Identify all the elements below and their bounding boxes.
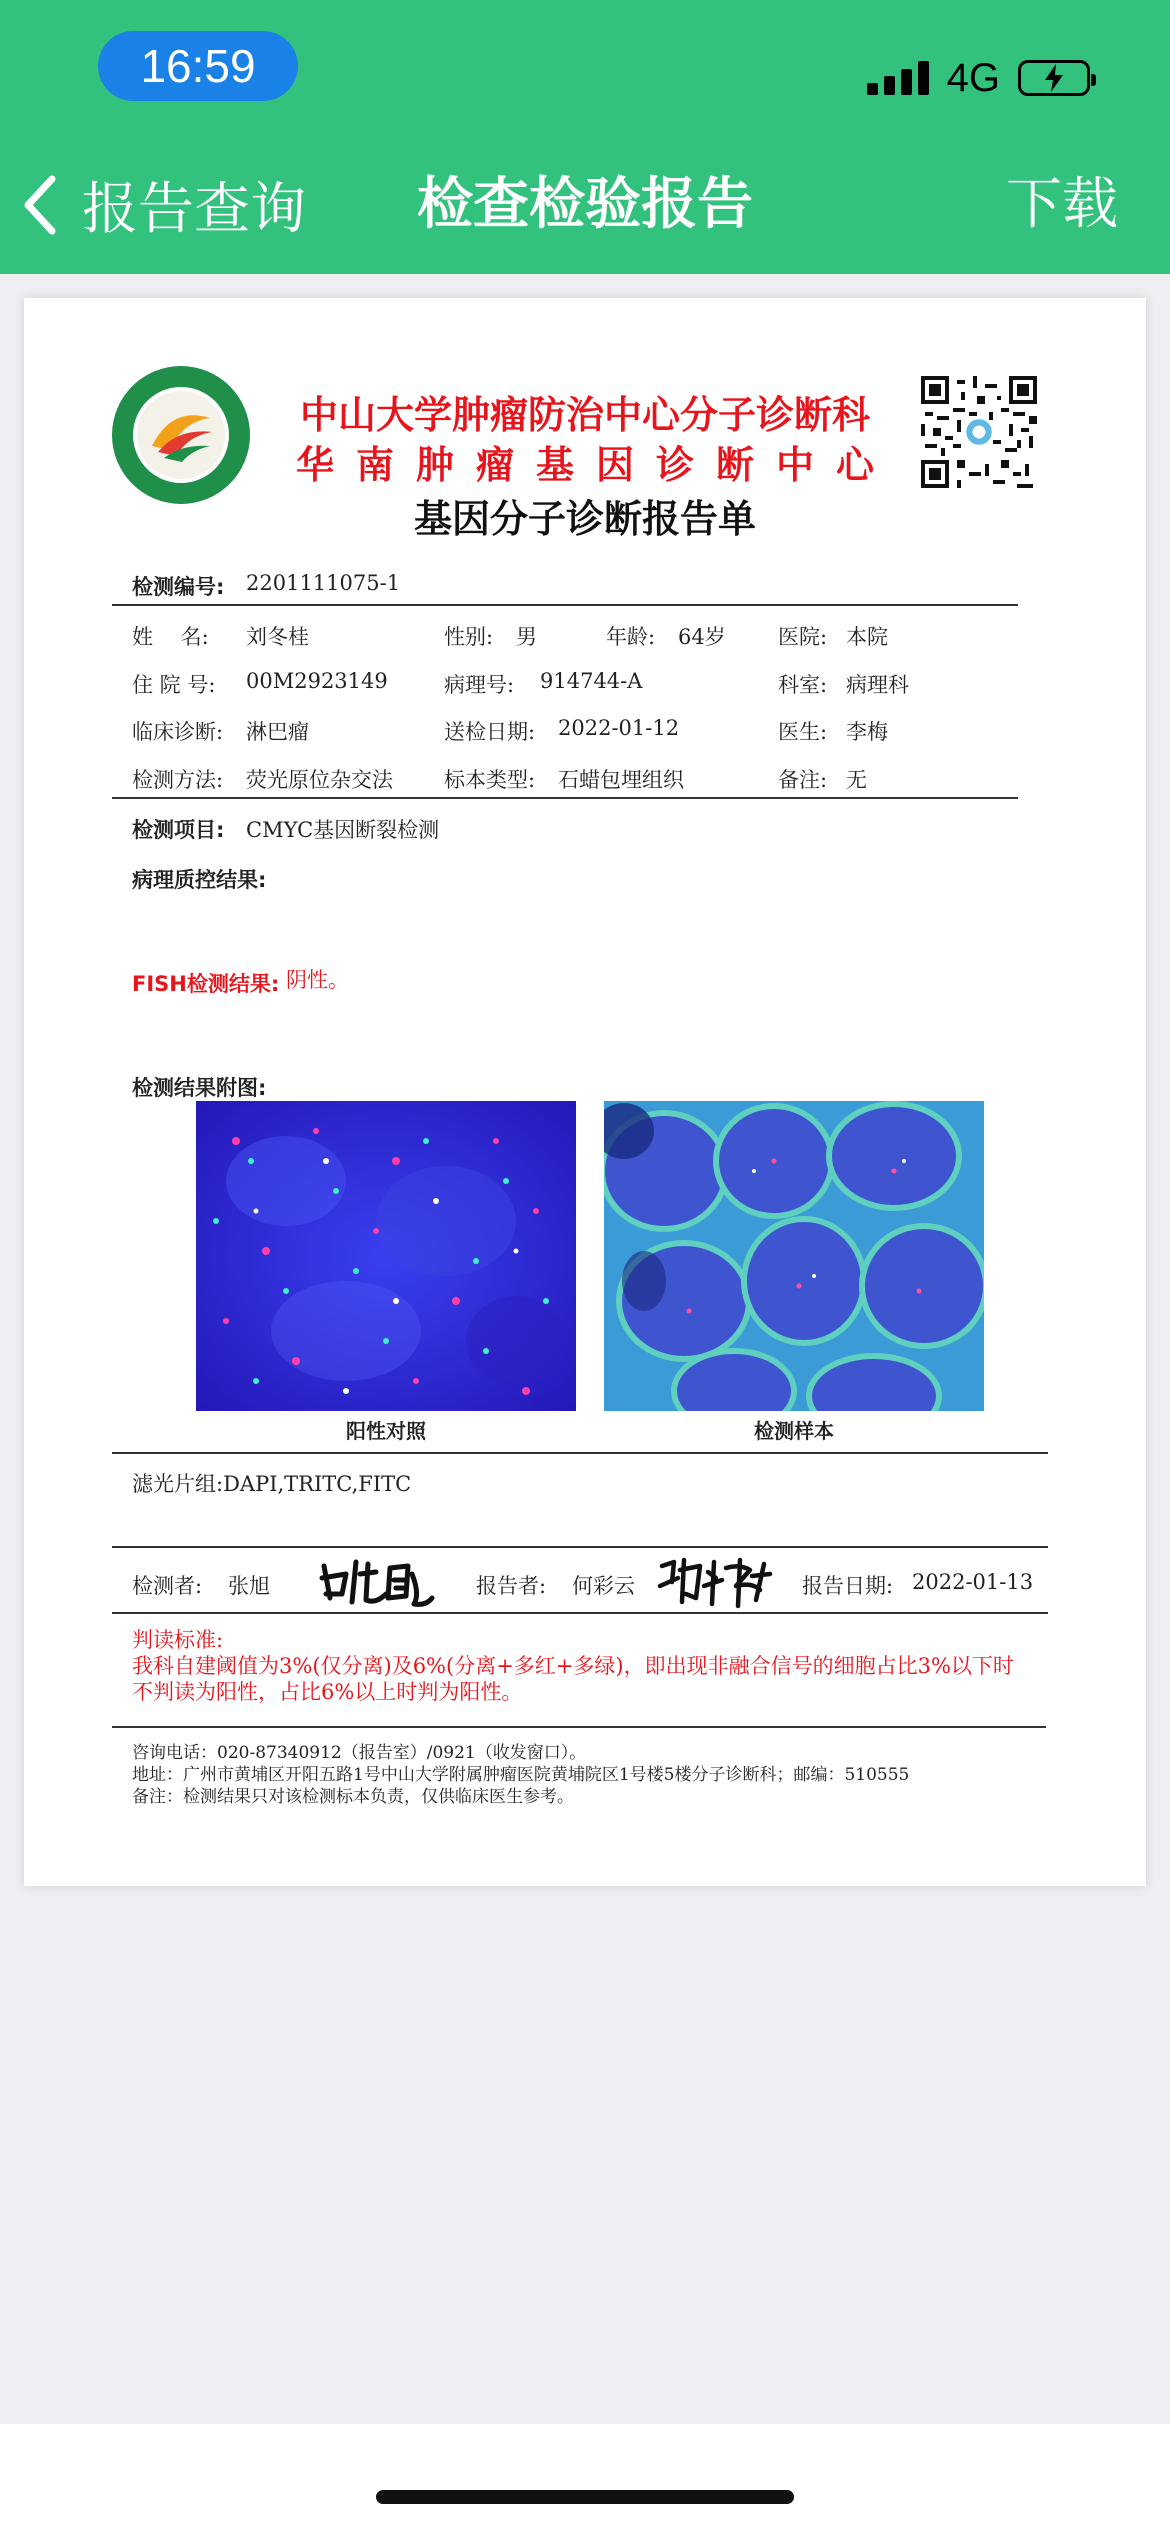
age-value: 64岁	[678, 625, 726, 649]
dept-label: 科室:	[778, 673, 828, 697]
admission-label: 住 院 号:	[132, 673, 216, 697]
name-value: 刘冬桂	[246, 625, 309, 649]
battery-charging-icon	[1018, 60, 1090, 96]
positive-control-image	[196, 1101, 576, 1411]
status-indicators	[867, 48, 1090, 108]
remark-label: 备注:	[778, 768, 828, 792]
pathology-no-label: 病理号:	[444, 673, 515, 697]
sex-value: 男	[516, 625, 537, 649]
pathology-no-value: 914744-A	[540, 669, 643, 693]
divider	[112, 1546, 1048, 1548]
network-type: 4G	[946, 55, 1000, 100]
method-value: 荧光原位杂交法	[246, 768, 393, 792]
report-document	[24, 298, 1146, 1886]
age-label: 年龄:	[606, 625, 656, 649]
specimen-value: 石蜡包埋组织	[558, 768, 684, 792]
hospital-label: 医院:	[778, 625, 828, 649]
report-date-label: 报告日期:	[802, 1574, 894, 1598]
hospital-value: 本院	[846, 625, 888, 649]
tester-label: 检测者:	[132, 1574, 203, 1598]
test-no-value: 2201111075-1	[246, 571, 401, 595]
diagnosis-value: 淋巴瘤	[246, 720, 309, 744]
sex-label: 性别:	[444, 625, 494, 649]
reporter-label: 报告者:	[476, 1574, 547, 1598]
home-indicator[interactable]	[376, 2490, 794, 2504]
back-button[interactable]	[22, 165, 306, 245]
test-no-label: 检测编号:	[132, 575, 225, 599]
reporter-signature	[656, 1552, 776, 1610]
qr-code-icon	[920, 376, 1038, 488]
download-button[interactable]: 下载	[1006, 172, 1118, 237]
contact-address: 地址：广州市黄埔区开阳五路1号中山大学附属肿瘤医院黄埔院区1号楼5楼分子诊断科；邮编：510555	[132, 1765, 910, 1785]
report-title: 基因分子诊断报告单	[413, 497, 756, 541]
submit-date-label: 送检日期:	[444, 720, 536, 744]
remark-value: 无	[846, 768, 867, 792]
positive-control-caption: 阳性对照	[346, 1419, 426, 1443]
doctor-value: 李梅	[846, 720, 888, 744]
criteria-line-2: 不判读为阳性，占比6%以上时判为阳性。	[132, 1680, 523, 1704]
divider	[112, 1452, 1048, 1454]
method-label: 检测方法:	[132, 768, 224, 792]
contact-remark: 备注：检测结果只对该检测标本负责，仅供临床医生参考。	[132, 1787, 574, 1807]
chevron-left-icon	[22, 175, 58, 235]
name-label: 姓 名:	[132, 625, 209, 649]
figures-label: 检测结果附图:	[132, 1076, 267, 1100]
divider	[112, 797, 1018, 799]
cellular-signal-icon	[867, 61, 929, 95]
criteria-line-1: 我科自建阈值为3%(仅分离)及6%(分离+多红+多绿)，即出现非融合信号的细胞占比3%以下时	[132, 1654, 1014, 1678]
test-item-value: CMYC基因断裂检测	[246, 818, 440, 842]
admission-value: 00M2923149	[246, 669, 388, 693]
reporter-value: 何彩云	[572, 1574, 635, 1598]
dept-value: 病理科	[846, 673, 909, 697]
report-date-value: 2022-01-13	[912, 1570, 1034, 1594]
bottom-safe-area	[0, 2424, 1170, 2532]
diagnosis-label: 临床诊断:	[132, 720, 224, 744]
fish-result-value: 阴性。	[286, 968, 349, 992]
center-name: 华南肿瘤基因诊断中心	[295, 443, 896, 487]
qc-label: 病理质控结果:	[132, 868, 267, 892]
hospital-name: 中山大学肿瘤防治中心分子诊断科	[299, 393, 870, 437]
test-sample-image	[604, 1101, 984, 1411]
divider	[112, 1726, 1046, 1728]
fish-result-label: FISH检测结果:	[132, 972, 280, 996]
contact-phone: 咨询电话：020-87340912（报告室）/0921（收发窗口）。	[132, 1743, 587, 1763]
test-sample-caption: 检测样本	[754, 1419, 834, 1443]
page-title: 检查检验报告	[417, 172, 753, 237]
filter-set: 滤光片组:DAPI,TRITC,FITC	[132, 1472, 412, 1496]
tester-signature	[316, 1554, 436, 1610]
test-item-label: 检测项目:	[132, 818, 225, 842]
back-label: 报告查询	[82, 177, 306, 242]
doctor-label: 医生:	[778, 720, 828, 744]
status-time: 16:59	[98, 31, 298, 101]
divider	[112, 604, 1018, 606]
criteria-label: 判读标准:	[132, 1628, 224, 1652]
specimen-label: 标本类型:	[444, 768, 536, 792]
tester-value: 张旭	[228, 1574, 270, 1598]
app-header	[0, 0, 1170, 274]
submit-date-value: 2022-01-12	[558, 716, 680, 740]
divider	[112, 1612, 1048, 1614]
